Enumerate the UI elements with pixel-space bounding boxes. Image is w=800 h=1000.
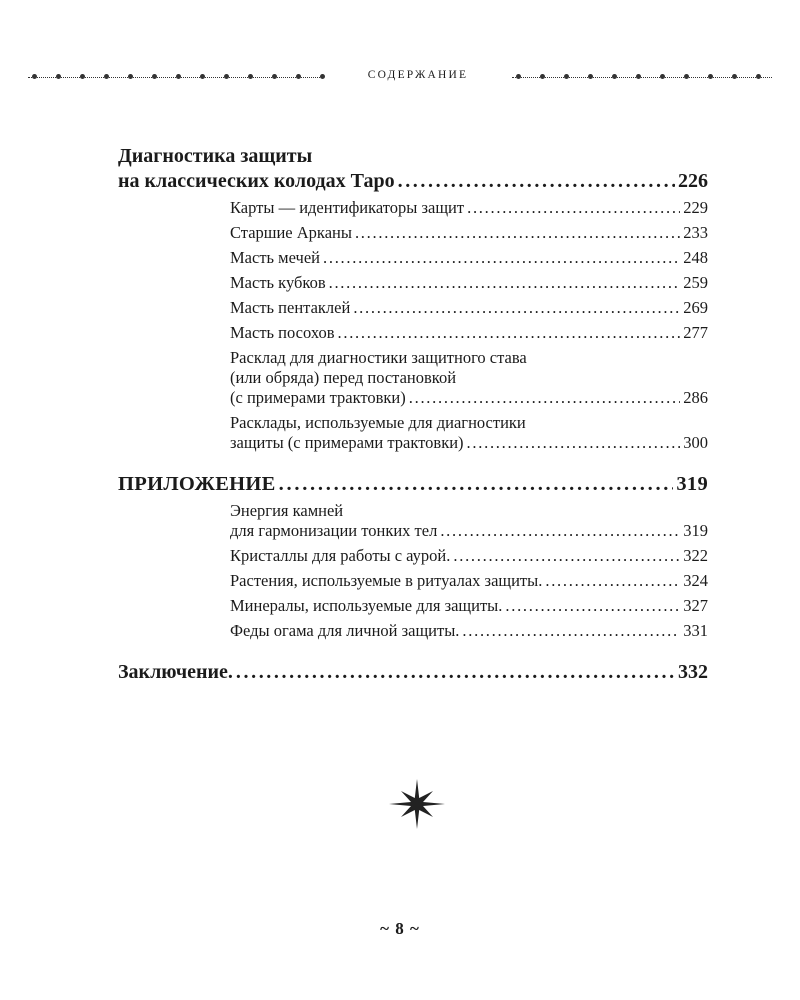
- toc-page-number: 332: [678, 661, 708, 683]
- running-header-title: СОДЕРЖАНИЕ: [367, 69, 469, 81]
- toc-subentry: [230, 348, 708, 408]
- header-ornament-bead: [540, 74, 545, 79]
- header-ornament-bead: [320, 74, 325, 79]
- toc-subentry-title: Масть мечей: [230, 248, 320, 267]
- toc-subentry-title: защиты (с примерами трактовки): [230, 433, 464, 452]
- header-ornament-bead: [152, 74, 157, 79]
- toc-subentry: [230, 571, 708, 591]
- toc-subentry-title-line: Расклады, используемые для диагностики: [230, 413, 526, 432]
- header-ornament-bead: [176, 74, 181, 79]
- toc-page-number: 319: [683, 521, 708, 540]
- toc-subentry: [230, 198, 708, 218]
- toc-page-number: 327: [683, 596, 708, 615]
- header-ornament-bead: [200, 74, 205, 79]
- header-ornament-bead: [224, 74, 229, 79]
- toc-page-number: 331: [683, 621, 708, 640]
- dot-leader: [467, 433, 681, 453]
- toc-subentry: [230, 621, 708, 641]
- page-number-footer: ~ 8 ~: [380, 919, 420, 938]
- toc-subentry-title: Масть пентаклей: [230, 298, 351, 317]
- header-ornament-bead: [272, 74, 277, 79]
- header-ornament-bead: [32, 74, 37, 79]
- toc-subentry-title: Старшие Арканы: [230, 223, 352, 242]
- toc-subentry: [230, 596, 708, 616]
- toc-subentry: [230, 298, 708, 318]
- toc-section-diagnostics: [118, 144, 708, 194]
- toc-subentry: [230, 546, 708, 566]
- dot-leader: [398, 169, 675, 194]
- header-ornament-bead: [612, 74, 617, 79]
- dot-leader: [329, 273, 681, 293]
- toc-subentry: [230, 248, 708, 268]
- header-ornament-bead: [708, 74, 713, 79]
- toc-subentry-title-line: Расклад для диагностики защитного става: [230, 348, 527, 367]
- toc-subentry: [230, 323, 708, 343]
- toc-subentry-title: Растения, используемые в ритуалах защиты.: [230, 571, 543, 590]
- toc-page-number: 322: [683, 546, 708, 565]
- toc-page-number: 300: [683, 433, 708, 452]
- toc-page-number: 277: [683, 323, 708, 342]
- toc-subentry: [230, 273, 708, 293]
- header-ornament-bead: [660, 74, 665, 79]
- dot-leader: [467, 198, 680, 218]
- toc-section-title: Заключение.: [118, 661, 233, 683]
- toc-section-appendix: [118, 472, 708, 497]
- dot-leader: [236, 660, 675, 685]
- eight-point-star-icon: [388, 778, 446, 830]
- header-ornament-bead: [588, 74, 593, 79]
- toc-subentry: [230, 501, 708, 541]
- dot-leader: [279, 472, 674, 497]
- dot-leader: [505, 596, 680, 616]
- toc-subentry-title: Минералы, используемые для защиты.: [230, 596, 503, 615]
- dot-leader: [462, 621, 680, 641]
- toc-page-number: 319: [676, 473, 708, 495]
- toc-section-title-line1: Диагностика защиты: [118, 145, 313, 167]
- header-ornament-bead: [296, 74, 301, 79]
- toc-subentry-title: Карты — идентификаторы защит: [230, 198, 465, 217]
- header-ornament-bead: [684, 74, 689, 79]
- table-of-contents: [118, 144, 708, 685]
- toc-page-number: 269: [683, 298, 708, 317]
- toc-subentry: [230, 223, 708, 243]
- dot-leader: [353, 298, 680, 318]
- dot-leader: [440, 521, 680, 541]
- toc-subentry-title: для гармонизации тонких тел: [230, 521, 438, 540]
- toc-page-number: 226: [678, 170, 708, 192]
- toc-subentry-title-line: Энергия камней: [230, 501, 344, 520]
- running-header: [28, 67, 772, 89]
- dot-leader: [453, 546, 680, 566]
- header-ornament-bead: [80, 74, 85, 79]
- header-ornament-bead: [128, 74, 133, 79]
- toc-section-title-line2: на классических колодах Таро: [118, 170, 395, 192]
- dot-leader: [545, 571, 680, 591]
- dot-leader: [323, 248, 680, 268]
- toc-subentry: [230, 413, 708, 453]
- toc-page-number: 286: [683, 388, 708, 407]
- toc-section-title: ПРИЛОЖЕНИЕ: [118, 473, 276, 495]
- header-ornament-bead: [756, 74, 761, 79]
- header-ornament-bead: [636, 74, 641, 79]
- toc-page-number: 229: [683, 198, 708, 217]
- dot-leader: [355, 223, 680, 243]
- toc-subentry-title: Масть посохов: [230, 323, 335, 342]
- dot-leader: [338, 323, 681, 343]
- toc-subentry-title: Кристаллы для работы с аурой.: [230, 546, 451, 565]
- toc-subentry-title: Феды огама для личной защиты.: [230, 621, 460, 640]
- header-ornament-bead: [104, 74, 109, 79]
- toc-subentry-title: (с примерами трактовки): [230, 388, 406, 407]
- dot-leader: [409, 388, 681, 408]
- toc-subentry-title: Масть кубков: [230, 273, 326, 292]
- header-ornament-bead: [732, 74, 737, 79]
- header-ornament-bead: [56, 74, 61, 79]
- header-ornament-bead: [516, 74, 521, 79]
- toc-page-number: 324: [683, 571, 708, 590]
- toc-page-number: 233: [683, 223, 708, 242]
- toc-section-conclusion: [118, 660, 708, 685]
- header-ornament-bead: [248, 74, 253, 79]
- toc-page-number: 259: [683, 273, 708, 292]
- header-ornament-bead: [564, 74, 569, 79]
- toc-page-number: 248: [683, 248, 708, 267]
- toc-subentry-title-line: (или обряда) перед постановкой: [230, 368, 457, 387]
